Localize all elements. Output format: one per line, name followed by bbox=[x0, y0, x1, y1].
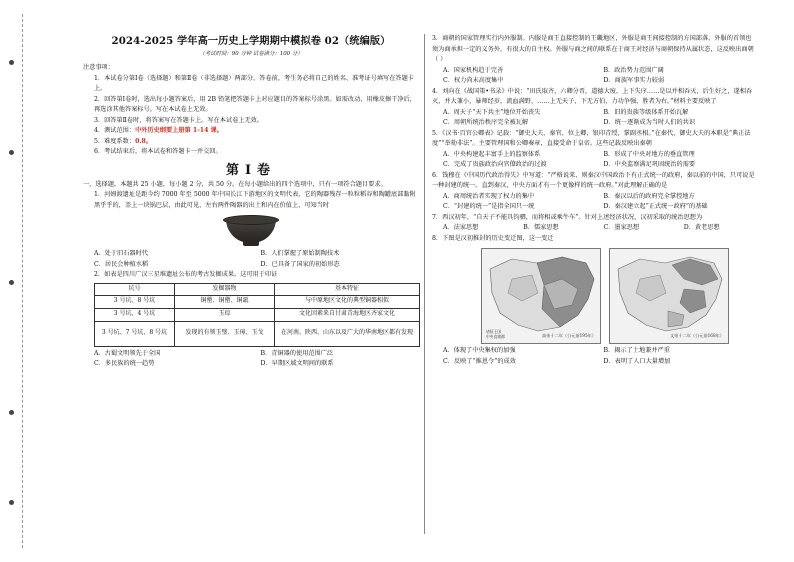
table-row bbox=[95, 308, 420, 321]
table-row bbox=[95, 321, 420, 346]
option-d[interactable]: D．表明了人口大量增加 bbox=[603, 357, 671, 365]
option-b[interactable]: B．形成了中央对地方的垂直管理 bbox=[603, 150, 695, 158]
binding-dot bbox=[9, 60, 14, 65]
binding-dot bbox=[9, 150, 14, 155]
option-b[interactable]: B．秦汉以后的政府完全掌控地方 bbox=[603, 192, 695, 200]
map-caption: 文帝十二年（公元前168年） bbox=[669, 333, 724, 338]
option-c[interactable]: C．反映了“推恩令”的成效 bbox=[443, 357, 516, 365]
option-a[interactable]: A．商周统治者实现了权力的集中 bbox=[443, 192, 535, 200]
option-d[interactable]: D．早期区域文明间的联系 bbox=[260, 360, 334, 367]
question-3-stem: 3．商朝的国家管理实行内外服制。内服是商王直接控制的王畿地区，外服是商王间接控制的方国部落，外服的首领也须为商承担一定的义务外，有很大的自主权。外服与商之间的联系在于商王对经济与商朝保持从属状态，这反映出商朝（ ） bbox=[432, 35, 754, 63]
option-c[interactable]: C．多民族的统一趋势 bbox=[94, 360, 155, 367]
table-cell: 3 号坑、4 号坑 bbox=[95, 308, 175, 321]
option-a[interactable]: A．处于旧石器时代 bbox=[94, 250, 148, 257]
table-cell: 3 号坑、8 号坑 bbox=[95, 295, 175, 308]
option-a[interactable]: A．法家思想 bbox=[443, 224, 479, 231]
question-5-stem: 5．《汉书·百官公卿表》记载：“御史大夫，秦官，位上卿，银印青绶，掌副丞相。”在秦代，御史大夫的本职是“典正法度”“举劾非法”。主要管理国和公卿奏章，直接受命于皇帝。这些记载反映出秦朝 bbox=[432, 129, 751, 147]
question-4-stem: 4．刘向在《战国策•书录》中说：“田氏取齐，六卿分晋，道德大废，上下失序……是以并相吞灭，后生好之，遂相吞灭，并大兼小，暴师经岁，流血满野，……上无天子，下无方伯，力功争强，胜者为右。”材料主要反映了 bbox=[432, 87, 753, 105]
question-1-stem: 1．河姆渡遗址是距今约 7000 年至 5000 年中国长江下游地区的文明代表，它的陶器残存一粒粒稻谷和陶罐底部黏附黑乎乎的，釜上一块锅巴层，由此可见，左右两件陶器的出土和内在价值上，可知当时 bbox=[94, 191, 416, 209]
note-scope bbox=[83, 126, 419, 137]
sanxingdui-table bbox=[94, 283, 420, 347]
right-column bbox=[432, 34, 756, 367]
binding-dot bbox=[9, 410, 14, 415]
map-caption: 高帝十二年（公元前195年） bbox=[541, 333, 596, 338]
binding-line bbox=[22, 14, 23, 548]
scope-label: 4．测试范围： bbox=[94, 127, 136, 134]
question-2-options bbox=[83, 349, 419, 370]
option-b[interactable]: B．揭示了土地兼并严重 bbox=[603, 347, 670, 354]
option-b[interactable]: B．人们掌握了原始制陶技术 bbox=[260, 250, 340, 257]
exam-title: 2024-2025 学年高一历史上学期期中模拟卷 02（统编版） bbox=[111, 35, 391, 47]
binding-dot bbox=[9, 280, 14, 285]
option-c[interactable]: C．墨家思想 bbox=[603, 224, 640, 231]
question-7-stem: 7．西汉初年，“自天子不能具钧驷，而将相或乘牛车”。针对上述经济状况，汉初采取的统治思想为 bbox=[432, 213, 703, 221]
question-5-options bbox=[432, 150, 756, 171]
question-3-options bbox=[432, 66, 756, 87]
table-cell: 发现的有领玉璧、玉璋、玉戈 bbox=[175, 321, 275, 346]
option-d[interactable]: D．统一逐渐成为当时人们的共识 bbox=[603, 119, 696, 126]
note-difficulty bbox=[83, 137, 419, 148]
difficulty-value: 0.8。 bbox=[135, 137, 153, 145]
option-b[interactable]: B．政治势力范围广阔 bbox=[603, 66, 664, 74]
option-c[interactable]: C．完成了贵族政治向官僚政治的过渡 bbox=[443, 161, 547, 168]
left-column bbox=[83, 34, 419, 370]
legend-item: 诸侯王国 bbox=[486, 329, 502, 334]
question-4-options bbox=[432, 108, 756, 129]
pottery-bowl-image bbox=[223, 215, 279, 247]
table-cell: 文化因素来自甘肃青海地区齐家文化 bbox=[275, 308, 420, 321]
option-b[interactable]: B．儒家思想 bbox=[523, 224, 559, 231]
option-a[interactable]: A．周天子“天下共主”地位开始丧失 bbox=[443, 108, 541, 116]
option-d[interactable]: D．中央监察满足巩固统治的需要 bbox=[603, 161, 696, 168]
note-item: 3．回答第Ⅱ卷时，将答案写在答题卡上。写在本试卷上无效。 bbox=[94, 116, 264, 124]
option-a[interactable]: A．国家机构趋于完善 bbox=[443, 66, 504, 74]
table-header: 坑号 bbox=[95, 283, 175, 295]
note-item: 1．本试卷分第Ⅰ卷（选择题）和第Ⅱ卷（非选择题）两部分。答卷前，考生务必将自己的姓名、准考证号填写在答题卡上。 bbox=[94, 74, 414, 92]
column-divider bbox=[424, 34, 425, 534]
han-maps bbox=[481, 248, 756, 344]
question-2-stem: 2．如表是四川广汉三星堆遗址公布的考古发掘成果。这可用于印证 bbox=[94, 271, 278, 278]
option-d[interactable]: D．黄老思想 bbox=[683, 224, 720, 231]
table-cell: 3 号坑、7 号坑、8 号坑 bbox=[95, 321, 175, 346]
option-c[interactable]: C．周朝所统治秩序完全被瓦解 bbox=[443, 119, 529, 126]
option-c[interactable]: C．“封建的统一”是指全国只一统 bbox=[443, 203, 535, 210]
table-cell: 铜罍、铜罍、铜瓿 bbox=[175, 295, 275, 308]
option-d[interactable]: D．秦汉建立起“正式统一政府”的基础 bbox=[603, 203, 708, 210]
question-1-options bbox=[83, 249, 419, 270]
table-cell: 与中原地区文化的典型铜器相似 bbox=[275, 295, 420, 308]
scope-value: 中外历史纲要上册第 1-14 课。 bbox=[135, 127, 223, 134]
note-item: 2．回答第Ⅰ卷时，选出每小题答案后，用 2B 铅笔把答题卡上对应题目的答案标号涂黑。如需改动，用橡皮擦干净后，再选涂其他答案标号。写在本试卷上无效。 bbox=[94, 95, 416, 113]
option-a[interactable]: A．体现了中央集权的加强 bbox=[443, 347, 516, 354]
table-header: 基本特征 bbox=[275, 283, 420, 295]
table-row bbox=[95, 295, 420, 308]
note-item: 6．考试结束后，将本试卷和答题卡一并交回。 bbox=[94, 148, 222, 155]
option-d[interactable]: D．已具备了国家的初始形态 bbox=[260, 260, 340, 268]
section-title: 第Ⅰ卷 bbox=[225, 162, 277, 178]
option-a[interactable]: A．中央构建起丰富手上的监察体系 bbox=[443, 150, 541, 158]
option-b[interactable]: B．青铜器的使用范围广泛 bbox=[260, 349, 334, 357]
question-6-stem: 6．钱穆在《中国历代政治得失》中写道：“严格说来，则秦汉中国政治下有正式统一的政府，秦以前的中国，只可说是一种封建的统一。直到秦汉，中央方面才有一个更像样的统一政府。”对此理解正确的是 bbox=[432, 171, 755, 189]
exam-subtitle: （考试时间：90 分钟 试卷满分：100 分） bbox=[199, 51, 303, 57]
map-left bbox=[481, 248, 601, 344]
question-8-options bbox=[432, 346, 756, 367]
option-d[interactable]: D．商族军事实力较弱 bbox=[603, 77, 665, 84]
question-7-options bbox=[432, 223, 756, 234]
option-a[interactable]: A．古蜀文明领先于全国 bbox=[94, 349, 161, 357]
option-c[interactable]: C．居民会种植水稻 bbox=[94, 260, 149, 268]
option-c[interactable]: C．权力尚未高度集中 bbox=[443, 77, 504, 84]
table-cell: 在河南、陕西、山东以及广大的华南地区都有发现 bbox=[275, 321, 420, 346]
map-right bbox=[609, 248, 729, 344]
binding-dot bbox=[9, 500, 14, 505]
section-instruction: 一、选择题。本题共 25 小题，每小题 2 分，共 50 分。在每小题给出的四个选项中，只有一项符合题目要求。 bbox=[83, 180, 387, 188]
table-header: 发掘器物 bbox=[175, 283, 275, 295]
table-cell: 玉琮 bbox=[175, 308, 275, 321]
map-legend bbox=[486, 329, 505, 339]
question-6-options bbox=[432, 192, 756, 213]
option-b[interactable]: B．旧的贵族等级体系开始瓦解 bbox=[603, 108, 689, 116]
legend-item: 中央直辖郡 bbox=[486, 334, 505, 339]
notes-heading: 注意事项： bbox=[83, 64, 114, 71]
question-8-stem: 8．下图是汉初推封的历史变迁图，这一变迁 bbox=[432, 234, 554, 242]
difficulty-label: 5．难度系数： bbox=[94, 137, 136, 145]
